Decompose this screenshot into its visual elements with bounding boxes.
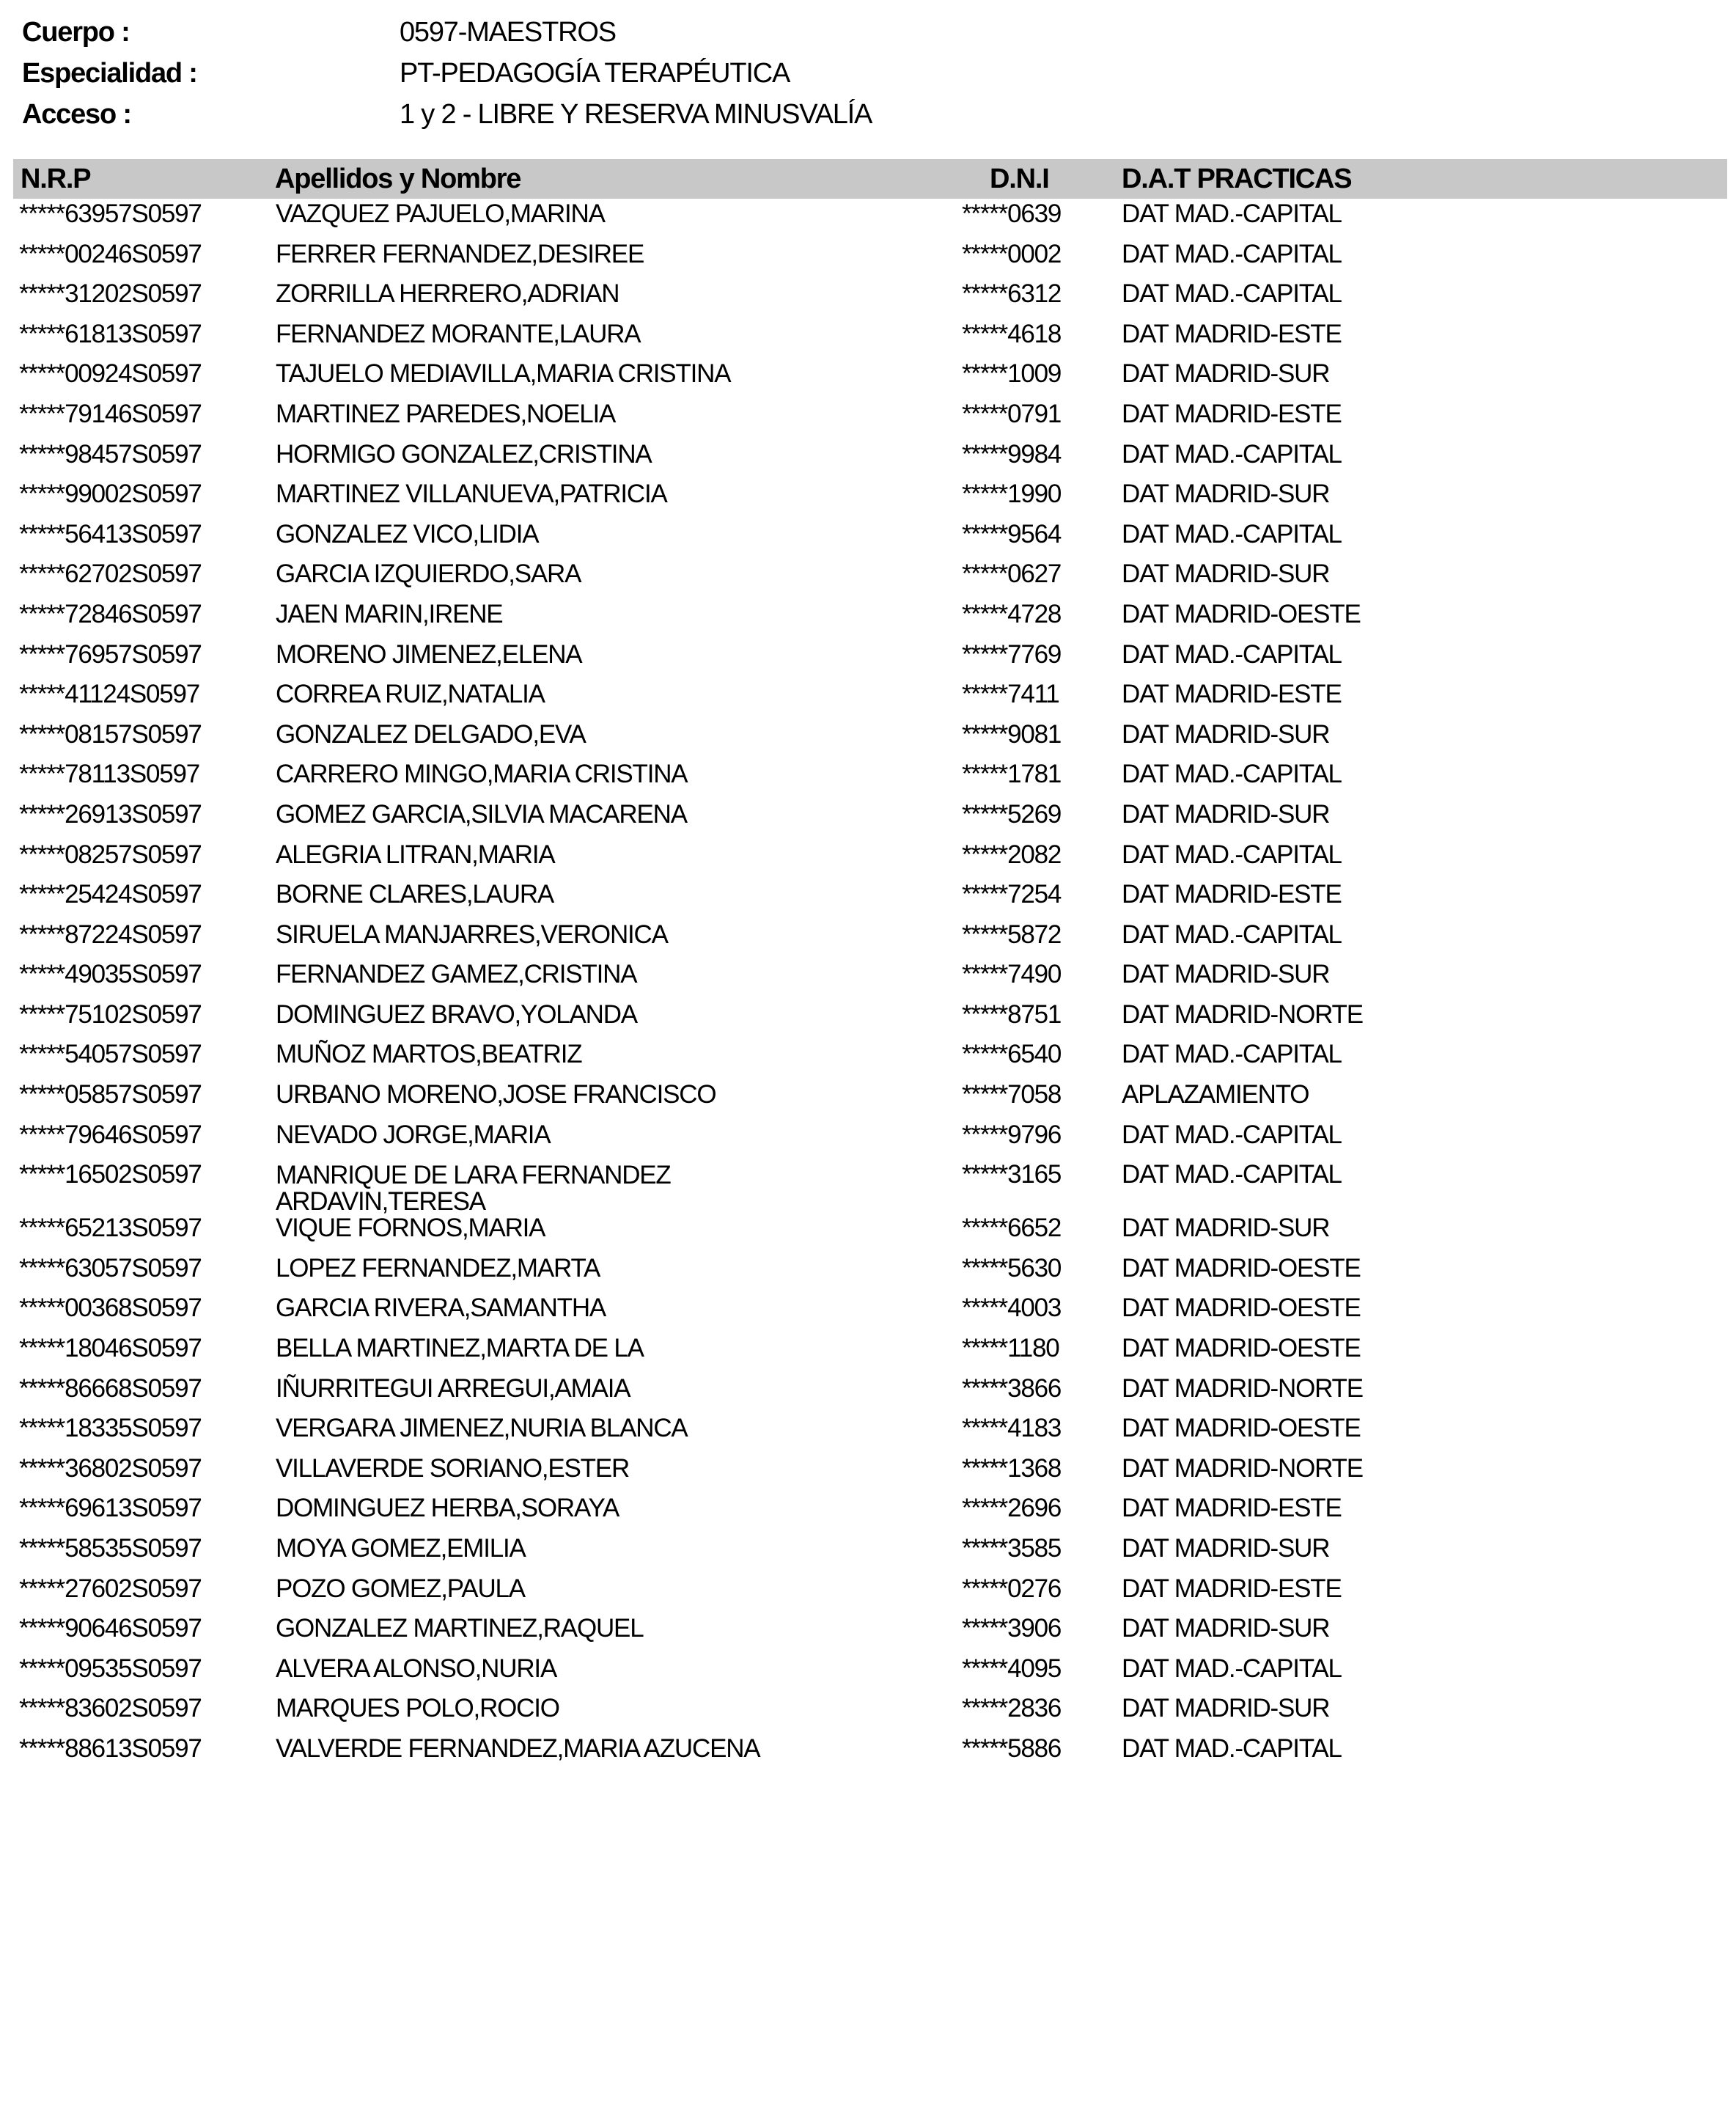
dni-cell: *****5872 xyxy=(962,920,1062,949)
dat-cell: DAT MADRID-NORTE xyxy=(1122,1453,1363,1483)
dat-cell: DAT MAD.-CAPITAL xyxy=(1122,760,1342,789)
nrp-cell: *****87224S0597 xyxy=(19,920,202,949)
table-row xyxy=(0,1208,1736,1249)
dni-cell: *****5269 xyxy=(962,799,1062,829)
dat-cell: DAT MADRID-ESTE xyxy=(1122,680,1342,709)
nrp-cell: *****25424S0597 xyxy=(19,880,202,909)
nrp-cell: *****65213S0597 xyxy=(19,1214,202,1243)
name-cell: CARRERO MINGO,MARIA CRISTINA xyxy=(276,760,688,789)
nrp-cell: *****08157S0597 xyxy=(19,719,202,749)
dni-cell: *****4618 xyxy=(962,319,1062,348)
nrp-cell: *****00368S0597 xyxy=(19,1294,202,1323)
nrp-cell: *****00246S0597 xyxy=(19,239,202,268)
table-row xyxy=(0,1155,1736,1217)
column-header-dat: D.A.T PRACTICAS xyxy=(1122,164,1352,194)
nrp-cell: *****72846S0597 xyxy=(19,599,202,628)
especialidad-label: Especialidad : xyxy=(22,58,197,89)
dni-cell: *****4095 xyxy=(962,1654,1062,1683)
dni-cell: *****4183 xyxy=(962,1414,1062,1443)
dat-cell: DAT MAD.-CAPITAL xyxy=(1122,239,1342,268)
table-row xyxy=(0,715,1736,755)
dat-cell: DAT MAD.-CAPITAL xyxy=(1122,1120,1342,1149)
dni-cell: *****3585 xyxy=(962,1534,1062,1563)
dni-cell: *****2696 xyxy=(962,1494,1062,1523)
table-row xyxy=(0,635,1736,675)
table-row xyxy=(0,915,1736,955)
name-cell: VERGARA JIMENEZ,NURIA BLANCA xyxy=(276,1414,688,1443)
name-cell: TAJUELO MEDIAVILLA,MARIA CRISTINA xyxy=(276,359,731,389)
nrp-cell: *****16502S0597 xyxy=(19,1160,202,1189)
dni-cell: *****1368 xyxy=(962,1453,1062,1483)
nrp-cell: *****88613S0597 xyxy=(19,1733,202,1763)
nrp-cell: *****75102S0597 xyxy=(19,999,202,1029)
name-cell: MORENO JIMENEZ,ELENA xyxy=(276,639,582,669)
table-row xyxy=(0,1689,1736,1729)
nrp-cell: *****86668S0597 xyxy=(19,1373,202,1403)
nrp-cell: *****54057S0597 xyxy=(19,1040,202,1069)
dni-cell: *****0002 xyxy=(962,239,1062,268)
dni-cell: *****5886 xyxy=(962,1733,1062,1763)
dat-cell: DAT MAD.-CAPITAL xyxy=(1122,439,1342,469)
name-cell: ZORRILLA HERRERO,ADRIAN xyxy=(276,279,619,309)
column-header-name: Apellidos y Nombre xyxy=(275,164,521,194)
table-row xyxy=(0,1649,1736,1689)
dni-cell: *****9564 xyxy=(962,519,1062,548)
table-row xyxy=(0,675,1736,715)
dat-cell: DAT MAD.-CAPITAL xyxy=(1122,1733,1342,1763)
dat-cell: DAT MADRID-ESTE xyxy=(1122,1574,1342,1603)
dni-cell: *****3866 xyxy=(962,1373,1062,1403)
dat-cell: DAT MADRID-OESTE xyxy=(1122,1294,1361,1323)
dni-cell: *****7769 xyxy=(962,639,1062,669)
acceso-label: Acceso : xyxy=(22,99,131,130)
name-cell: GONZALEZ VICO,LIDIA xyxy=(276,519,539,548)
dni-cell: *****7411 xyxy=(962,680,1059,709)
dat-cell: DAT MADRID-SUR xyxy=(1122,1214,1330,1243)
dni-cell: *****0276 xyxy=(962,1574,1062,1603)
dat-cell: DAT MADRID-SUR xyxy=(1122,799,1330,829)
name-cell: BELLA MARTINEZ,MARTA DE LA xyxy=(276,1334,644,1363)
dat-cell: DAT MADRID-ESTE xyxy=(1122,319,1342,348)
cuerpo-row xyxy=(22,12,1048,53)
name-cell: MANRIQUE DE LARA FERNANDEZ ARDAVIN,TERESA xyxy=(276,1161,671,1217)
dat-cell: DAT MADRID-NORTE xyxy=(1122,999,1363,1029)
nrp-cell: *****18046S0597 xyxy=(19,1334,202,1363)
nrp-cell: *****61813S0597 xyxy=(19,319,202,348)
dat-cell: DAT MAD.-CAPITAL xyxy=(1122,639,1342,669)
name-cell: VIQUE FORNOS,MARIA xyxy=(276,1214,545,1243)
nrp-cell: *****83602S0597 xyxy=(19,1694,202,1723)
table-row xyxy=(0,1489,1736,1529)
table-row xyxy=(0,595,1736,635)
nrp-cell: *****76957S0597 xyxy=(19,639,202,669)
nrp-cell: *****00924S0597 xyxy=(19,359,202,389)
table-row xyxy=(0,554,1736,595)
dni-cell: *****6540 xyxy=(962,1040,1062,1069)
dni-cell: *****9984 xyxy=(962,439,1062,469)
dni-cell: *****2836 xyxy=(962,1694,1062,1723)
dni-cell: *****1990 xyxy=(962,480,1062,509)
table-row xyxy=(0,755,1736,795)
table-row xyxy=(0,194,1736,235)
table-row xyxy=(0,1449,1736,1489)
dni-cell: *****7058 xyxy=(962,1080,1062,1109)
dat-cell: APLAZAMIENTO xyxy=(1122,1080,1309,1109)
dni-cell: *****2082 xyxy=(962,840,1062,869)
dat-cell: DAT MAD.-CAPITAL xyxy=(1122,519,1342,548)
table-row xyxy=(0,515,1736,555)
name-cell: NEVADO JORGE,MARIA xyxy=(276,1120,551,1149)
name-cell: GARCIA IZQUIERDO,SARA xyxy=(276,559,581,589)
name-cell: MUÑOZ MARTOS,BEATRIZ xyxy=(276,1040,582,1069)
dat-cell: DAT MAD.-CAPITAL xyxy=(1122,1160,1342,1189)
name-cell: FERRER FERNANDEZ,DESIREE xyxy=(276,239,644,268)
name-cell: MOYA GOMEZ,EMILIA xyxy=(276,1534,526,1563)
name-cell: FERNANDEZ MORANTE,LAURA xyxy=(276,319,641,348)
nrp-cell: *****31202S0597 xyxy=(19,279,202,309)
dni-cell: *****1009 xyxy=(962,359,1062,389)
table-row xyxy=(0,1409,1736,1449)
table-row xyxy=(0,875,1736,915)
nrp-cell: *****09535S0597 xyxy=(19,1654,202,1683)
table-body xyxy=(0,194,1736,1769)
name-cell: VILLAVERDE SORIANO,ESTER xyxy=(276,1453,630,1483)
dni-cell: *****9081 xyxy=(962,719,1062,749)
name-cell: MARTINEZ PAREDES,NOELIA xyxy=(276,399,616,428)
column-header-nrp: N.R.P xyxy=(21,164,91,194)
dat-cell: DAT MADRID-SUR xyxy=(1122,559,1330,589)
dat-cell: DAT MAD.-CAPITAL xyxy=(1122,199,1342,228)
name-cell: ALEGRIA LITRAN,MARIA xyxy=(276,840,555,869)
table-row xyxy=(0,274,1736,315)
name-cell: ALVERA ALONSO,NURIA xyxy=(276,1654,557,1683)
dat-cell: DAT MADRID-ESTE xyxy=(1122,880,1342,909)
nrp-cell: *****05857S0597 xyxy=(19,1080,202,1109)
dni-cell: *****7254 xyxy=(962,880,1062,909)
name-cell: CORREA RUIZ,NATALIA xyxy=(276,680,545,709)
dat-cell: DAT MAD.-CAPITAL xyxy=(1122,840,1342,869)
table-row xyxy=(0,795,1736,835)
name-cell: HORMIGO GONZALEZ,CRISTINA xyxy=(276,439,652,469)
dni-cell: *****8751 xyxy=(962,999,1062,1029)
name-cell: GARCIA RIVERA,SAMANTHA xyxy=(276,1294,606,1323)
nrp-cell: *****78113S0597 xyxy=(19,760,200,789)
nrp-cell: *****56413S0597 xyxy=(19,519,202,548)
acceso-value: 1 y 2 - LIBRE Y RESERVA MINUSVALÍA xyxy=(400,99,872,130)
table-row xyxy=(0,1288,1736,1329)
name-cell: GONZALEZ DELGADO,EVA xyxy=(276,719,586,749)
name-cell: MARQUES POLO,ROCIO xyxy=(276,1694,559,1723)
table-row xyxy=(0,955,1736,995)
table-header xyxy=(13,159,1727,199)
dat-cell: DAT MADRID-OESTE xyxy=(1122,1334,1361,1363)
nrp-cell: *****58535S0597 xyxy=(19,1534,202,1563)
nrp-cell: *****63057S0597 xyxy=(19,1253,202,1283)
table-row xyxy=(0,1729,1736,1769)
dni-cell: *****4728 xyxy=(962,599,1062,628)
dat-cell: DAT MAD.-CAPITAL xyxy=(1122,1654,1342,1683)
dat-cell: DAT MADRID-SUR xyxy=(1122,480,1330,509)
table-row xyxy=(0,435,1736,475)
nrp-cell: *****79646S0597 xyxy=(19,1120,202,1149)
dat-cell: DAT MADRID-SUR xyxy=(1122,1534,1330,1563)
dat-cell: DAT MADRID-SUR xyxy=(1122,359,1330,389)
document-header xyxy=(22,12,1048,135)
table-row xyxy=(0,1369,1736,1409)
dat-cell: DAT MAD.-CAPITAL xyxy=(1122,1040,1342,1069)
table-row xyxy=(0,1569,1736,1610)
dni-cell: *****3906 xyxy=(962,1614,1062,1643)
name-cell: GOMEZ GARCIA,SILVIA MACARENA xyxy=(276,799,687,829)
nrp-cell: *****99002S0597 xyxy=(19,480,202,509)
especialidad-value: PT-PEDAGOGÍA TERAPÉUTICA xyxy=(400,58,790,89)
table-row xyxy=(0,1529,1736,1569)
table-row xyxy=(0,835,1736,876)
name-cell: URBANO MORENO,JOSE FRANCISCO xyxy=(276,1080,716,1109)
name-cell: GONZALEZ MARTINEZ,RAQUEL xyxy=(276,1614,644,1643)
dni-cell: *****9796 xyxy=(962,1120,1062,1149)
name-cell: LOPEZ FERNANDEZ,MARTA xyxy=(276,1253,600,1283)
nrp-cell: *****79146S0597 xyxy=(19,399,202,428)
nrp-cell: *****26913S0597 xyxy=(19,799,202,829)
dat-cell: DAT MADRID-OESTE xyxy=(1122,1414,1361,1443)
especialidad-row xyxy=(22,53,1048,94)
table-row xyxy=(0,354,1736,395)
nrp-cell: *****36802S0597 xyxy=(19,1453,202,1483)
acceso-row xyxy=(22,94,1048,135)
dat-cell: DAT MADRID-OESTE xyxy=(1122,1253,1361,1283)
dni-cell: *****1180 xyxy=(962,1334,1059,1363)
nrp-cell: *****90646S0597 xyxy=(19,1614,202,1643)
table-row xyxy=(0,235,1736,275)
name-cell: SIRUELA MANJARRES,VERONICA xyxy=(276,920,668,949)
dat-cell: DAT MADRID-OESTE xyxy=(1122,599,1361,628)
dni-cell: *****6312 xyxy=(962,279,1062,309)
table-row xyxy=(0,474,1736,515)
dni-cell: *****3165 xyxy=(962,1160,1062,1189)
name-cell: DOMINGUEZ HERBA,SORAYA xyxy=(276,1494,619,1523)
dat-cell: DAT MADRID-SUR xyxy=(1122,719,1330,749)
table-row xyxy=(0,995,1736,1035)
name-cell: DOMINGUEZ BRAVO,YOLANDA xyxy=(276,999,637,1029)
table-row xyxy=(0,315,1736,355)
nrp-cell: *****27602S0597 xyxy=(19,1574,202,1603)
nrp-cell: *****18335S0597 xyxy=(19,1414,202,1443)
table-row xyxy=(0,1035,1736,1075)
cuerpo-label: Cuerpo : xyxy=(22,17,130,48)
table-row xyxy=(0,1609,1736,1649)
table-row xyxy=(0,395,1736,435)
table-row xyxy=(0,1249,1736,1289)
dni-cell: *****0639 xyxy=(962,199,1062,228)
table-row xyxy=(0,1075,1736,1115)
dni-cell: *****7490 xyxy=(962,960,1062,989)
nrp-cell: *****49035S0597 xyxy=(19,960,202,989)
dat-cell: DAT MADRID-SUR xyxy=(1122,1614,1330,1643)
name-cell: POZO GOMEZ,PAULA xyxy=(276,1574,525,1603)
dni-cell: *****1781 xyxy=(962,760,1062,789)
table-row xyxy=(0,1115,1736,1156)
dat-cell: DAT MAD.-CAPITAL xyxy=(1122,920,1342,949)
nrp-cell: *****41124S0597 xyxy=(19,680,200,709)
nrp-cell: *****63957S0597 xyxy=(19,199,202,228)
name-cell: FERNANDEZ GAMEZ,CRISTINA xyxy=(276,960,637,989)
nrp-cell: *****98457S0597 xyxy=(19,439,202,469)
name-cell: JAEN MARIN,IRENE xyxy=(276,599,503,628)
name-cell: MARTINEZ VILLANUEVA,PATRICIA xyxy=(276,480,667,509)
table-row xyxy=(0,1329,1736,1369)
dat-cell: DAT MADRID-SUR xyxy=(1122,1694,1330,1723)
dni-cell: *****0791 xyxy=(962,399,1062,428)
name-cell: IÑURRITEGUI ARREGUI,AMAIA xyxy=(276,1373,630,1403)
name-cell: VAZQUEZ PAJUELO,MARINA xyxy=(276,199,605,228)
dni-cell: *****4003 xyxy=(962,1294,1062,1323)
nrp-cell: *****08257S0597 xyxy=(19,840,202,869)
cuerpo-value: 0597-MAESTROS xyxy=(400,17,616,48)
dni-cell: *****0627 xyxy=(962,559,1062,589)
dni-cell: *****5630 xyxy=(962,1253,1062,1283)
dat-cell: DAT MADRID-ESTE xyxy=(1122,399,1342,428)
name-cell: VALVERDE FERNANDEZ,MARIA AZUCENA xyxy=(276,1733,760,1763)
dat-cell: DAT MADRID-SUR xyxy=(1122,960,1330,989)
dat-cell: DAT MADRID-NORTE xyxy=(1122,1373,1363,1403)
dat-cell: DAT MAD.-CAPITAL xyxy=(1122,279,1342,309)
dni-cell: *****6652 xyxy=(962,1214,1062,1243)
nrp-cell: *****62702S0597 xyxy=(19,559,202,589)
dat-cell: DAT MADRID-ESTE xyxy=(1122,1494,1342,1523)
column-header-dni: D.N.I xyxy=(990,164,1049,194)
nrp-cell: *****69613S0597 xyxy=(19,1494,202,1523)
name-cell: BORNE CLARES,LAURA xyxy=(276,880,554,909)
